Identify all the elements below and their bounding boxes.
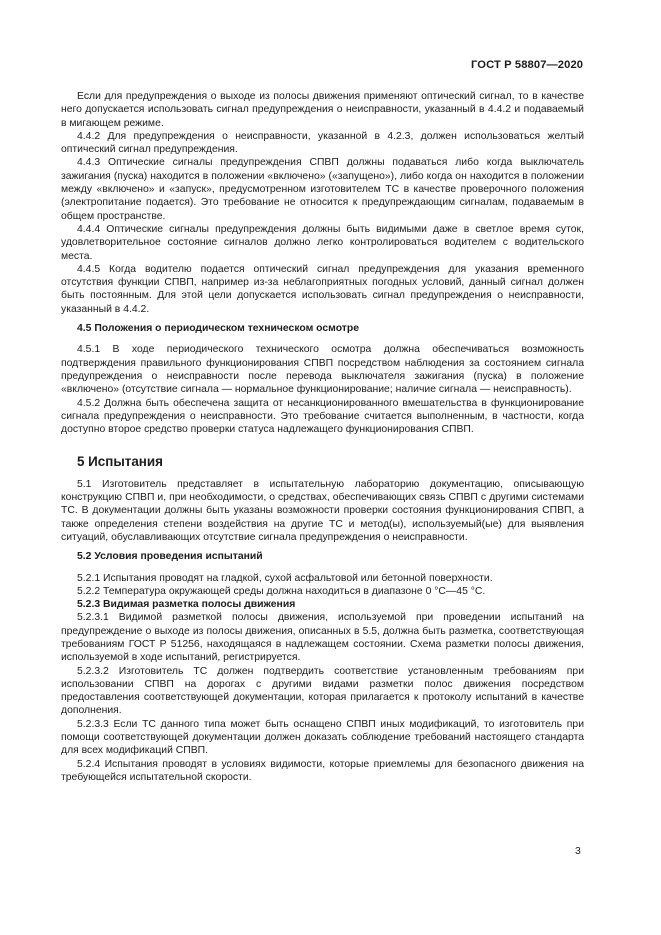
paragraph-5-2-3-3: 5.2.3.3 Если ТС данного типа может быть оснащено СПВП иных модификаций, то изготовитель при помощи соответствующей документации должен доказать соблюдение требований настоящего стандарта для всех модификаций СПВП. [61,718,584,757]
paragraph-4-4-3: 4.4.3 Оптические сигналы предупреждения СПВП должны подаваться либо когда выключатель зажигания (пуска) находится в положении «включено» («запущено»), либо когда он находится в положении между «включено» и «запуск», предусмотренном изготовителем ТС в качестве проверочного положения (электропитание подается). Это требование не относится к предупреждающим сигналам, подаваемым в общем пространстве. [61,157,584,222]
subsection-heading-5-2: 5.2 Условия проведения испытаний [77,551,263,563]
paragraph-4-4-1-continuation: Если для предупреждения о выходе из полосы движения применяют оптический сигнал, то в качестве него допускается использовать сигнал предупреждения о неисправности, указанный в 4.4.2 и подаваемый в мигающем режиме. [61,91,584,129]
paragraph-5-2-1: 5.2.1 Испытания проводят на гладкой, сухой асфальтовой или бетонной поверхности. [77,572,493,584]
paragraph-4-4-2: 4.4.2 Для предупреждения о неисправности, указанной в 4.2.3, должен использоваться желтый оптический сигнал предупреждения. [61,130,584,156]
paragraph-5-1: 5.1 Изготовитель представляет в испытательную лабораторию документацию, описывающую конструкцию СПВП и, при необходимости, о средствах, обеспечивающих связь СПВП с другими системами ТС. В документации должны быть указаны возможности проверки состояния функционирования СПВП, а также определения степени воздействия на другие ТС и метод(ы), используемый(ые) для выявления ситуаций, обуславливающих отсутствие сигнала предупреждения о неисправности. [61,478,584,543]
paragraph-5-2-3-2: 5.2.3.2 Изготовитель ТС должен подтвердить соответствие установленным требованиям при использовании СПВП на дорогах с другими видами разметки полос движения посредством предоставления соответствующей документации, которая прилагается к протоколу испытаний в качестве дополнения. [61,665,584,717]
section-heading-5: 5 Испытания [77,454,163,470]
subsection-heading-4-5: 4.5 Положения о периодическом техническом осмотре [77,323,360,335]
paragraph-4-4-4: 4.4.4 Оптические сигналы предупреждения должны быть видимыми даже в светлое время суток, удовлетворительное состояние сигналов должно легко контролироваться водителем с водительского места. [61,223,584,262]
paragraph-5-2-4: 5.2.4 Испытания проводят в условиях видимости, которые приемлемы для безопасного движения на требующейся испытательной скорости. [61,758,584,783]
paragraph-5-2-3-1: 5.2.3.1 Видимой разметкой полосы движения, используемой при проведении испытаний на предупреждение о выходе из полосы движения, описанных в 5.5, должна быть разметка, соответствующая требованиям ГОСТ Р 51256, находящаяся в надлежащем состоянии. Схема разметки полосы движения, используемой в ходе испытаний, регистрируется. [61,612,584,664]
standard-header: ГОСТ Р 58807—2020 [471,59,584,71]
paragraph-4-4-5: 4.4.5 Когда водителю подается оптический сигнал предупреждения для указания временного отсутствия функции СПВП, например из-за неблагоприятных погодных условий, данный сигнал должен быть постоянным. Для этой цели допускается использовать сигнал предупреждения о неисправности, указанный в 4.4.2. [61,263,584,315]
document-body [61,90,584,784]
subsection-heading-5-2-3: 5.2.3 Видимая разметка полосы движения [77,599,296,611]
paragraph-5-2-2: 5.2.2 Температура окружающей среды должна находиться в диапазоне 0 °С—45 °С. [77,585,486,597]
paragraph-4-5-1: 4.5.1 В ходе периодического технического осмотра должна обеспечиваться возможность подтверждения правильного функционирования СПВП посредством наблюдения за состоянием сигнала предупреждения о неисправности после перевода выключателя зажигания (пуска) в положение «включено» (отсутствие сигнала — нормальное функционирование; наличие сигнала — неисправность). [61,344,584,396]
paragraph-4-5-2: 4.5.2 Должна быть обеспечена защита от несанкционированного вмешательства в функционирование сигнала предупреждения о неисправности. Это требование считается выполненным, в частности, когда доступно второе средство проверки статуса надлежащего функционирования СПВП. [61,397,584,436]
page-number: 3 [575,846,581,857]
